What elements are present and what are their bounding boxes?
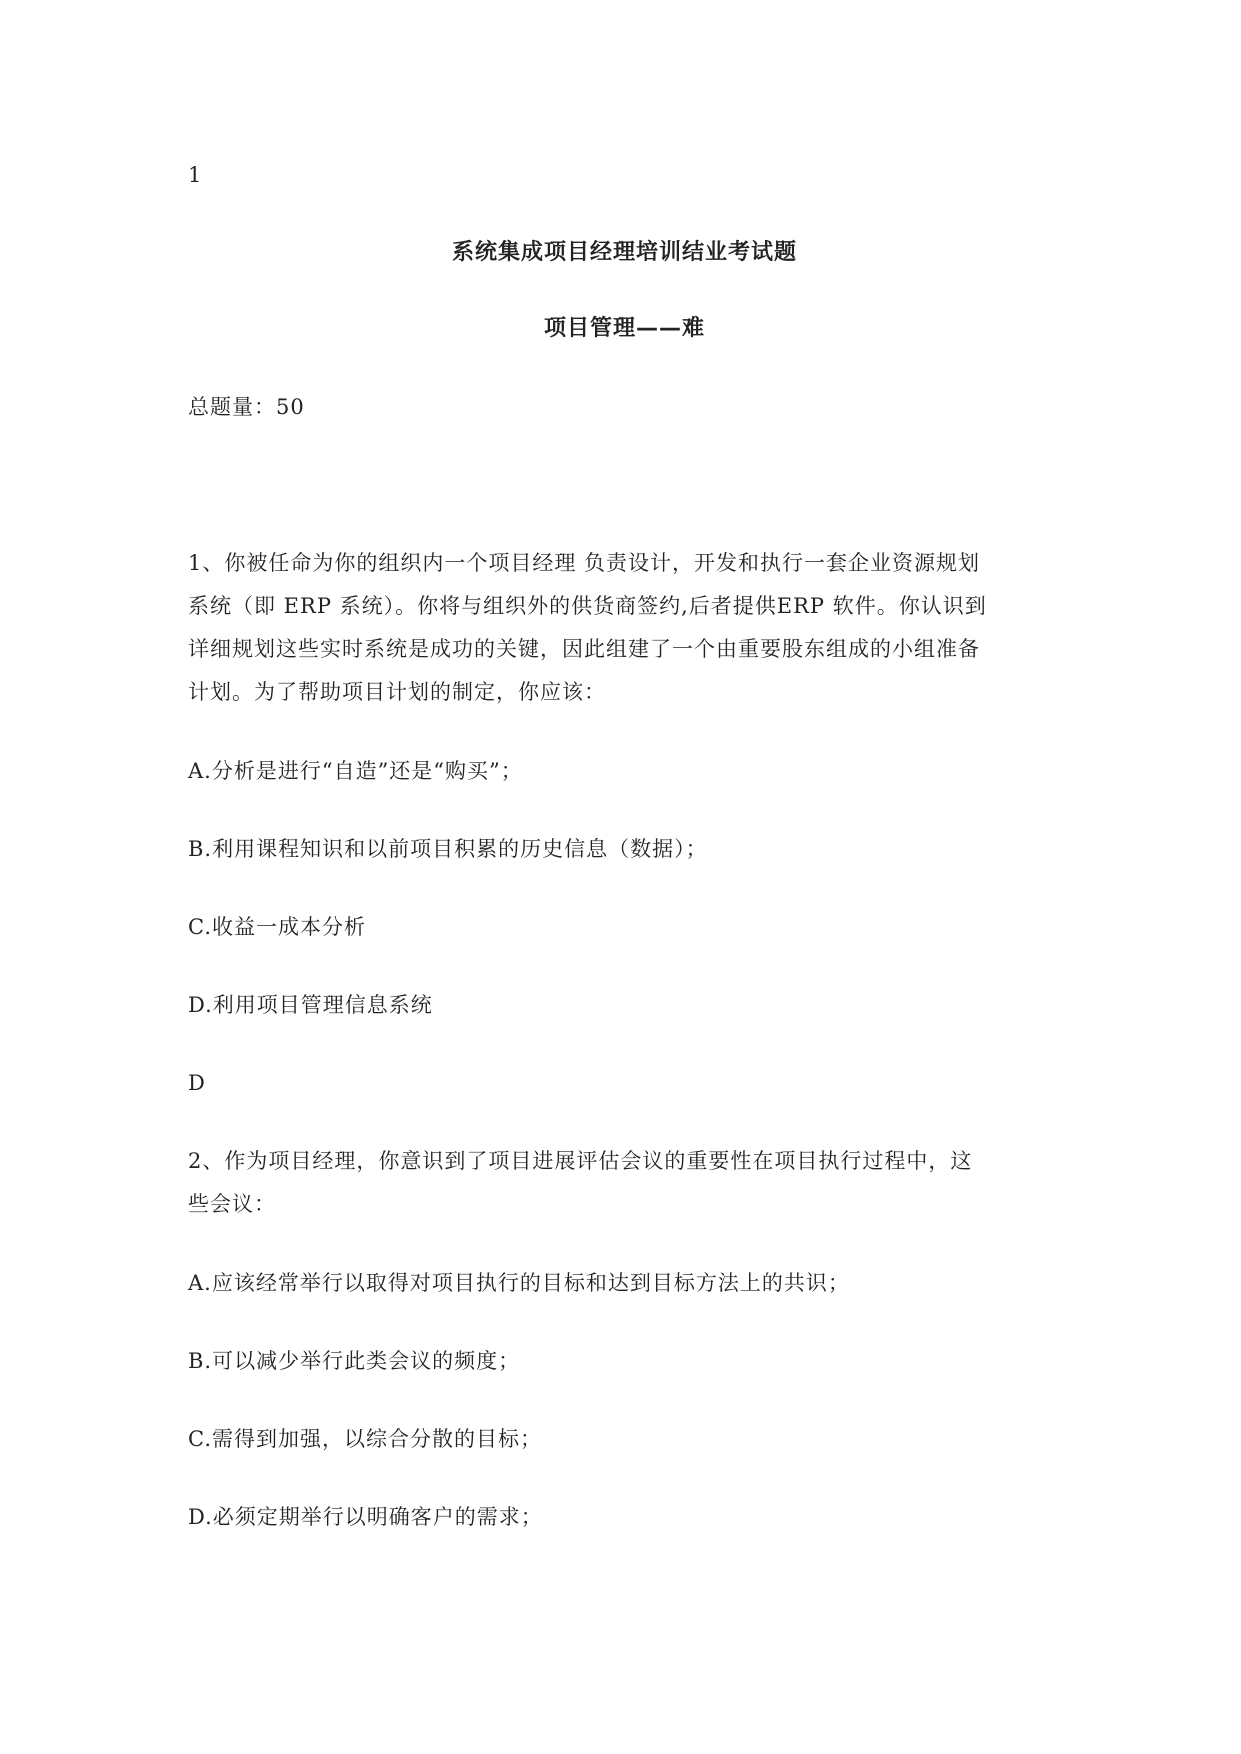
question-1-option-a: A.分析是进行“自造”还是“购买”； (188, 759, 523, 783)
question-2-option-d: D.必须定期举行以明确客户的需求； (188, 1505, 543, 1529)
question-1-line-2: 系统（即 ERP 系统）。你将与组织外的供货商签约,后者提供ERP 软件。你认识到 (188, 594, 987, 618)
question-1-answer: D (188, 1071, 206, 1095)
page-number: 1 (188, 163, 203, 187)
document-subtitle: 项目管理——难 (543, 316, 705, 341)
question-1-option-b: B.利用课程知识和以前项目积累的历史信息（数据）； (188, 837, 708, 861)
question-1-option-d: D.利用项目管理信息系统 (188, 993, 433, 1017)
total-question-count: 总题量：50 (188, 395, 305, 419)
question-2-option-b: B.可以减少举行此类会议的频度； (188, 1349, 521, 1373)
question-2-option-c: C.需得到加强，以综合分散的目标； (188, 1427, 542, 1451)
question-1-line-1: 1、你被任命为你的组织内一个项目经理 负责设计，开发和执行一套企业资源规划 (188, 551, 981, 575)
question-1-line-3: 详细规划这些实时系统是成功的关键，因此组建了一个由重要股东组成的小组准备 (188, 637, 980, 661)
question-2-line-2: 些会议： (188, 1192, 276, 1216)
question-1-option-c: C.收益一成本分析 (188, 915, 366, 939)
question-2-line-1: 2、作为项目经理，你意识到了项目进展评估会议的重要性在项目执行过程中，这 (188, 1149, 973, 1173)
document-title: 系统集成项目经理培训结业考试题 (451, 240, 797, 265)
question-1-line-4: 计划。为了帮助项目计划的制定，你应该： (188, 680, 606, 704)
question-2-option-a: A.应该经常举行以取得对项目执行的目标和达到目标方法上的共识； (188, 1271, 850, 1295)
